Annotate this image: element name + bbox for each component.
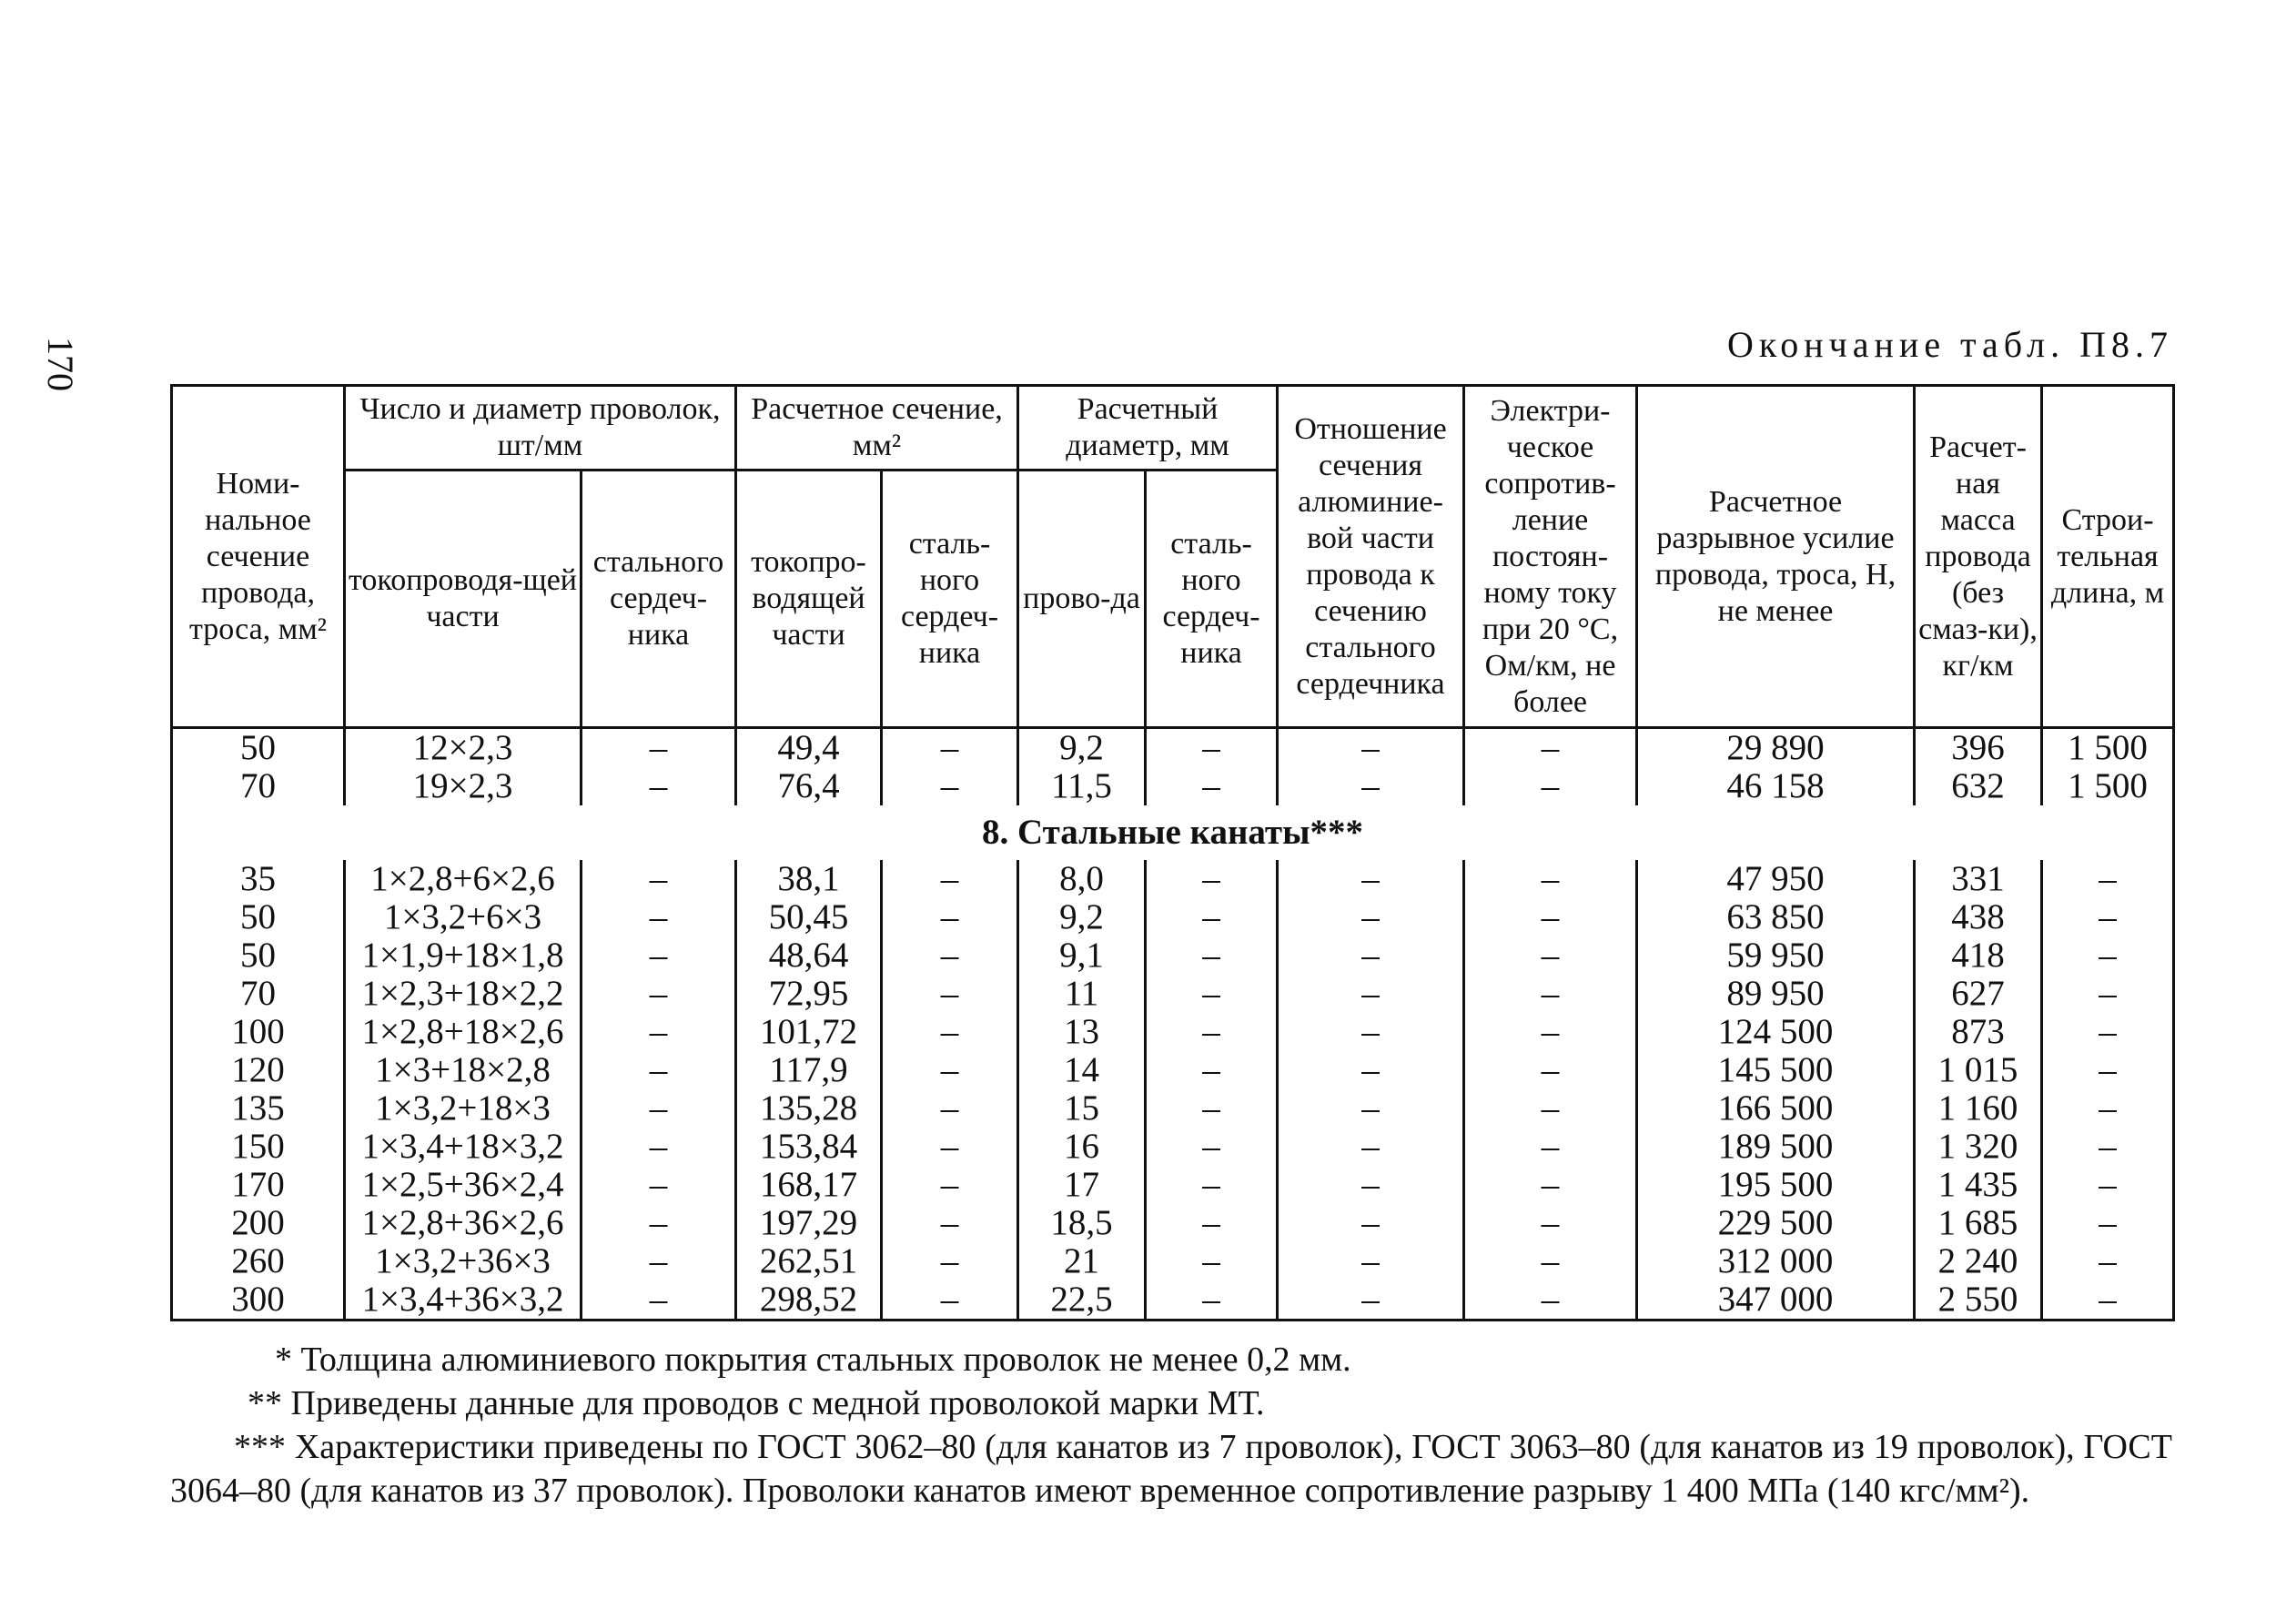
cell: 632: [1915, 767, 2042, 805]
header-wires-conductive: токопроводя-щей части: [345, 471, 582, 728]
cell: 1×3+18×2,8: [345, 1051, 582, 1089]
cell: 17: [1018, 1166, 1146, 1204]
cell: 873: [1915, 1013, 2042, 1051]
cell: 1 500: [2042, 767, 2174, 805]
cell: 260: [172, 1242, 345, 1280]
cell: –: [1278, 936, 1464, 975]
cell: –: [882, 1013, 1018, 1051]
data-table: [170, 384, 2175, 1321]
cell: 1 685: [1915, 1204, 2042, 1242]
cell: –: [1146, 975, 1278, 1013]
cell: –: [582, 1128, 736, 1166]
header-nominal: Номи-нальное сечение провода, троса, мм²: [172, 386, 345, 728]
cell: –: [882, 1089, 1018, 1128]
cell: 50,45: [736, 898, 882, 936]
header-mass: Расчет-ная масса провода (без смаз-ки), кг/км: [1915, 386, 2042, 728]
cell: 19×2,3: [345, 767, 582, 805]
cell: 331: [1915, 860, 2042, 898]
cell: –: [1464, 898, 1637, 936]
header-diameter-wire: прово-да: [1018, 471, 1146, 728]
cell: –: [2042, 1013, 2174, 1051]
cell: –: [2042, 1051, 2174, 1089]
cell: –: [2042, 1242, 2174, 1280]
cell: –: [582, 860, 736, 898]
cell: 70: [172, 975, 345, 1013]
cell: –: [882, 1242, 1018, 1280]
cell: –: [1464, 1128, 1637, 1166]
cell: –: [1464, 767, 1637, 805]
cell: 46 158: [1637, 767, 1915, 805]
cell: 168,17: [736, 1166, 882, 1204]
table-row: [172, 1166, 2174, 1204]
cell: –: [582, 767, 736, 805]
cell: 14: [1018, 1051, 1146, 1089]
cell: –: [582, 1280, 736, 1321]
cell: 1×3,4+36×3,2: [345, 1280, 582, 1321]
cell: 135: [172, 1089, 345, 1128]
cell: 70: [172, 767, 345, 805]
cell: 1 320: [1915, 1128, 2042, 1166]
cell: –: [1278, 1128, 1464, 1166]
cell: 1×3,2+18×3: [345, 1089, 582, 1128]
cell: –: [1146, 1051, 1278, 1089]
table-row: [172, 1051, 2174, 1089]
cell: 38,1: [736, 860, 882, 898]
table-row: [172, 1280, 2174, 1321]
cell: –: [1146, 860, 1278, 898]
table-row: [172, 975, 2174, 1013]
cell: 72,95: [736, 975, 882, 1013]
cell: –: [882, 860, 1018, 898]
header-length: Строи-тельная длина, м: [2042, 386, 2174, 728]
cell: 35: [172, 860, 345, 898]
table-row: [172, 1242, 2174, 1280]
cell: –: [1146, 1089, 1278, 1128]
cell: 9,1: [1018, 936, 1146, 975]
cell: –: [2042, 1204, 2174, 1242]
cell: 49,4: [736, 728, 882, 768]
cell: 135,28: [736, 1089, 882, 1128]
cell: –: [1146, 728, 1278, 768]
cell: 200: [172, 1204, 345, 1242]
cell: 100: [172, 1013, 345, 1051]
cell: 2 550: [1915, 1280, 2042, 1321]
cell: 300: [172, 1280, 345, 1321]
cell: 1 160: [1915, 1089, 2042, 1128]
table-row: [172, 1128, 2174, 1166]
cell: –: [1146, 767, 1278, 805]
cell: 50: [172, 936, 345, 975]
cell: –: [1278, 898, 1464, 936]
cell: –: [582, 1013, 736, 1051]
cell: –: [882, 1204, 1018, 1242]
cell: 189 500: [1637, 1128, 1915, 1166]
cell: –: [2042, 1280, 2174, 1321]
header-resistance: Электри-ческое сопротив-ление постоян-ному току при 20 °С, Ом/км, не более: [1464, 386, 1637, 728]
cell: –: [882, 975, 1018, 1013]
cell: –: [1146, 936, 1278, 975]
cell: –: [882, 936, 1018, 975]
cell: 418: [1915, 936, 2042, 975]
cell: –: [1146, 898, 1278, 936]
cell: 1 015: [1915, 1051, 2042, 1089]
cell: –: [1146, 1242, 1278, 1280]
header-ratio: Отношение сечения алюминие-вой части провода к сечению стального сердечника: [1278, 386, 1464, 728]
cell: –: [1146, 1013, 1278, 1051]
cell: –: [582, 975, 736, 1013]
cell: 1×2,8+36×2,6: [345, 1204, 582, 1242]
cell: 1×2,5+36×2,4: [345, 1166, 582, 1204]
cell: –: [882, 898, 1018, 936]
cell: 2 240: [1915, 1242, 2042, 1280]
page-number: 170: [40, 337, 81, 391]
table-row: [172, 1013, 2174, 1051]
cell: –: [2042, 1166, 2174, 1204]
cell: –: [1278, 1013, 1464, 1051]
cell: 11,5: [1018, 767, 1146, 805]
cell: 9,2: [1018, 898, 1146, 936]
cell: 48,64: [736, 936, 882, 975]
cell: 120: [172, 1051, 345, 1089]
cell: –: [2042, 1089, 2174, 1128]
cell: 153,84: [736, 1128, 882, 1166]
cell: 1×3,4+18×3,2: [345, 1128, 582, 1166]
cell: 170: [172, 1166, 345, 1204]
footnote-1: * Толщина алюминиевого покрытия стальных проволок не менее 0,2 мм.: [275, 1341, 1351, 1379]
cell: 124 500: [1637, 1013, 1915, 1051]
cell: 63 850: [1637, 898, 1915, 936]
cell: –: [2042, 1128, 2174, 1166]
header-wires-group: Число и диаметр проволок, шт/мм: [345, 386, 736, 471]
section-row: [172, 805, 2174, 860]
cell: 396: [1915, 728, 2042, 768]
header-diameter-group: Расчетный диаметр, мм: [1018, 386, 1278, 471]
footnote-2: ** Приведены данные для проводов с медной проволокой марки МТ.: [248, 1384, 1265, 1422]
cell: 1×1,9+18×1,8: [345, 936, 582, 975]
cell: 312 000: [1637, 1242, 1915, 1280]
cell: –: [582, 1204, 736, 1242]
cell: –: [1464, 1013, 1637, 1051]
cell: –: [2042, 898, 2174, 936]
cell: –: [582, 1051, 736, 1089]
cell: 13: [1018, 1013, 1146, 1051]
cell: 1 435: [1915, 1166, 2042, 1204]
cell: 229 500: [1637, 1204, 1915, 1242]
cell: –: [1278, 1089, 1464, 1128]
cell: 627: [1915, 975, 2042, 1013]
cell: –: [1464, 1166, 1637, 1204]
header-section-group: Расчетное сечение, мм²: [736, 386, 1018, 471]
cell: –: [582, 1089, 736, 1128]
header-breaking-force: Расчетное разрывное усилие провода, троса, Н, не менее: [1637, 386, 1915, 728]
cell: –: [1278, 860, 1464, 898]
cell: –: [882, 728, 1018, 768]
cell: –: [1464, 728, 1637, 768]
cell: 197,29: [736, 1204, 882, 1242]
header-wires-steel: стального сердеч-ника: [582, 471, 736, 728]
cell: –: [1464, 1242, 1637, 1280]
cell: –: [1464, 1089, 1637, 1128]
cell: –: [882, 1280, 1018, 1321]
cell: 15: [1018, 1089, 1146, 1128]
cell: –: [882, 1051, 1018, 1089]
cell: 16: [1018, 1128, 1146, 1166]
cell: 22,5: [1018, 1280, 1146, 1321]
cell: –: [1278, 728, 1464, 768]
cell: 1×2,8+6×2,6: [345, 860, 582, 898]
cell: 50: [172, 898, 345, 936]
table-header: [172, 386, 2174, 728]
cell: –: [1464, 975, 1637, 1013]
cell: –: [1464, 936, 1637, 975]
cell: –: [1278, 1204, 1464, 1242]
cell: –: [1464, 1280, 1637, 1321]
cell: 1×3,2+6×3: [345, 898, 582, 936]
cell: 8,0: [1018, 860, 1146, 898]
cell: –: [1278, 975, 1464, 1013]
footnotes: [170, 1338, 2172, 1513]
cell: –: [1278, 1242, 1464, 1280]
cell: 12×2,3: [345, 728, 582, 768]
table-row: [172, 898, 2174, 936]
footnote-3: *** Характеристики приведены по ГОСТ 3062–80 (для канатов из 7 проволок), ГОСТ 3063–80 (для канатов из 19 проволок), ГОСТ 3064–80 (для канатов из 37 проволок). Проволоки канатов имеют временное сопротивление разрыву 1 400 МПа (140 кгс/мм²).: [170, 1428, 2172, 1510]
cell: 150: [172, 1128, 345, 1166]
cell: 298,52: [736, 1280, 882, 1321]
header-section-steel: сталь-ного сердеч-ника: [882, 471, 1018, 728]
cell: 18,5: [1018, 1204, 1146, 1242]
cell: 29 890: [1637, 728, 1915, 768]
table-row: [172, 728, 2174, 768]
cell: 50: [172, 728, 345, 768]
table-caption: Окончание табл. П8.7: [1726, 324, 2173, 365]
cell: –: [1464, 1204, 1637, 1242]
cell: –: [2042, 936, 2174, 975]
cell: 89 950: [1637, 975, 1915, 1013]
cell: –: [1146, 1128, 1278, 1166]
cell: 47 950: [1637, 860, 1915, 898]
cell: –: [1146, 1280, 1278, 1321]
cell: –: [1464, 860, 1637, 898]
table-row: [172, 860, 2174, 898]
cell: –: [2042, 860, 2174, 898]
cell: –: [882, 1166, 1018, 1204]
table-row: [172, 936, 2174, 975]
section-title: 8. Стальные канаты***: [172, 805, 2174, 860]
cell: –: [1278, 1051, 1464, 1089]
cell: –: [1146, 1204, 1278, 1242]
cell: –: [582, 898, 736, 936]
cell: 101,72: [736, 1013, 882, 1051]
cell: –: [882, 1128, 1018, 1166]
cell: 347 000: [1637, 1280, 1915, 1321]
cell: 145 500: [1637, 1051, 1915, 1089]
cell: –: [582, 1242, 736, 1280]
cell: –: [1464, 1051, 1637, 1089]
cell: –: [2042, 975, 2174, 1013]
table-row: [172, 1089, 2174, 1128]
cell: 166 500: [1637, 1089, 1915, 1128]
cell: –: [1278, 1166, 1464, 1204]
cell: 76,4: [736, 767, 882, 805]
cell: 1×2,3+18×2,2: [345, 975, 582, 1013]
table-row: [172, 767, 2174, 805]
cell: –: [1278, 1280, 1464, 1321]
cell: –: [1278, 767, 1464, 805]
cell: 195 500: [1637, 1166, 1915, 1204]
table-body: [172, 728, 2174, 1321]
cell: 9,2: [1018, 728, 1146, 768]
cell: –: [1146, 1166, 1278, 1204]
cell: 1×3,2+36×3: [345, 1242, 582, 1280]
header-diameter-steel: сталь-ного сердеч-ника: [1146, 471, 1278, 728]
cell: –: [582, 728, 736, 768]
cell: –: [882, 767, 1018, 805]
cell: 117,9: [736, 1051, 882, 1089]
cell: 1 500: [2042, 728, 2174, 768]
cell: 438: [1915, 898, 2042, 936]
cell: –: [582, 936, 736, 975]
cell: –: [582, 1166, 736, 1204]
cell: 21: [1018, 1242, 1146, 1280]
cell: 1×2,8+18×2,6: [345, 1013, 582, 1051]
header-section-conductive: токопро-водящей части: [736, 471, 882, 728]
table-row: [172, 1204, 2174, 1242]
cell: 262,51: [736, 1242, 882, 1280]
cell: 59 950: [1637, 936, 1915, 975]
cell: 11: [1018, 975, 1146, 1013]
